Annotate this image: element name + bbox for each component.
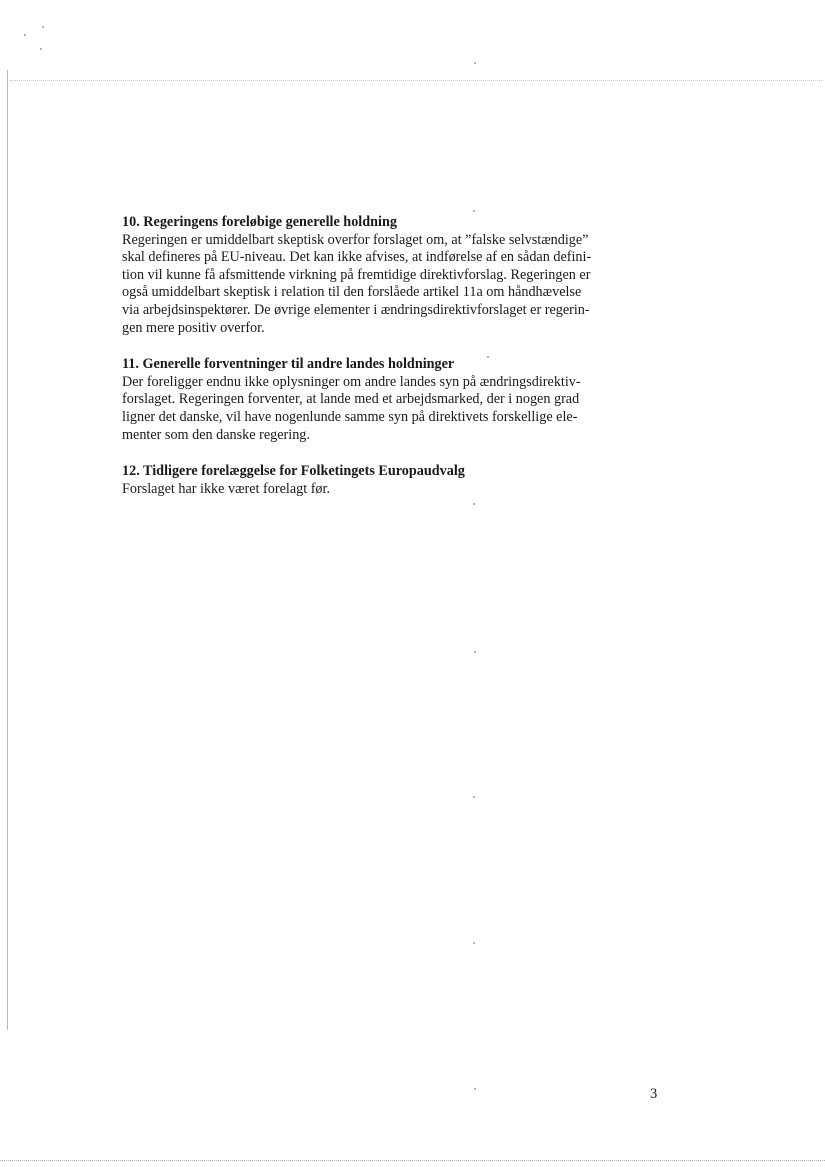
scan-speck bbox=[474, 62, 476, 64]
scan-speck bbox=[474, 651, 476, 653]
scan-top-rule bbox=[10, 80, 822, 81]
section-heading: 12. Tidligere forelæggelse for Folketingets Europaudvalg bbox=[122, 463, 465, 480]
section-paragraph: Forslaget har ikke været forelagt før. bbox=[122, 480, 331, 497]
scan-speck bbox=[473, 796, 475, 798]
section-paragraph: Regeringen er umiddelbart skeptisk overfor forslaget om, at ”falske selvstændige” skal defineres på EU-niveau. Det kan ikke afvises, at indførelse af en sådan defini- tion vil kunne få afsmittende virkning på fremtidige direktivforslag. Regeringen er også umiddelbart skeptisk i relation til den forslåede artikel 11a om håndhævelse via arbejdsinspektører. De øvrige elementer i ændringsdirektivforslaget er regerin- gen mere positiv overfor. bbox=[122, 231, 592, 336]
section-paragraph: Der foreligger endnu ikke oplysninger om andre landes syn på ændringsdirektiv- forslaget. Regeringen forventer, at lande med et arbejdsmarked, der i nogen grad ligner det danske, vil have nogenlunde samme syn på direktivets forskellige ele- menter som den danske regering. bbox=[122, 373, 581, 443]
scan-speck bbox=[24, 34, 26, 36]
section-10 bbox=[122, 214, 622, 337]
scan-speck bbox=[40, 48, 42, 50]
scan-bottom-rule bbox=[0, 1160, 825, 1161]
scan-left-edge bbox=[7, 70, 8, 1030]
document-body bbox=[122, 214, 622, 517]
section-11 bbox=[122, 356, 622, 444]
page-number: 3 bbox=[650, 1086, 658, 1102]
scan-speck bbox=[473, 942, 475, 944]
section-12 bbox=[122, 463, 622, 498]
section-heading: 10. Regeringens foreløbige generelle holdning bbox=[122, 214, 397, 230]
scan-speck bbox=[42, 26, 44, 28]
section-heading: 11. Generelle forventninger til andre landes holdninger bbox=[122, 356, 455, 373]
scan-speck bbox=[473, 210, 475, 212]
scan-speck bbox=[474, 1088, 476, 1090]
